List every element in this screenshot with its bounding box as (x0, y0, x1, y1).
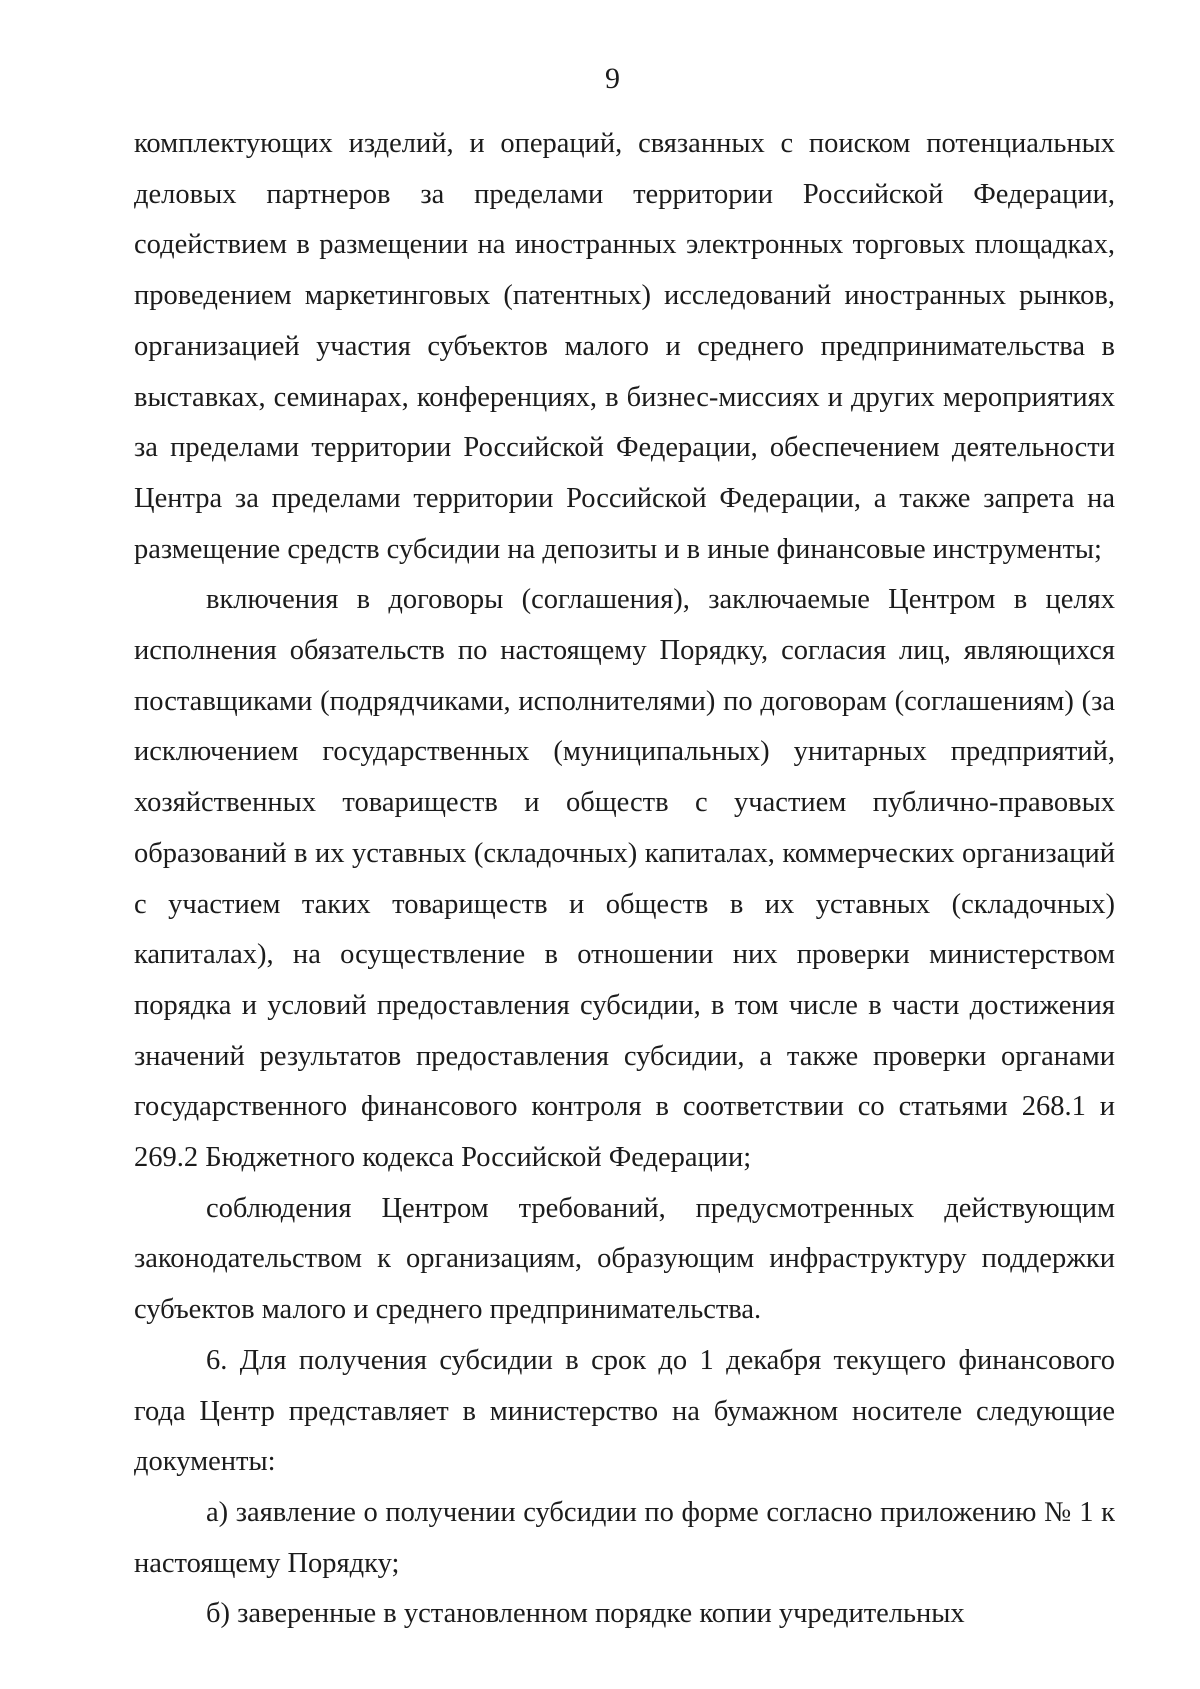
paragraph-clause-6b: б) заверенные в установленном порядке копии учредительных (206, 1598, 965, 1630)
document-body (134, 119, 1115, 1640)
paragraph-contracts-consent: включения в договоры (соглашения), заключаемые Центром в целях исполнения обязательств по настоящему Порядку, согласия лиц, являющихся поставщиками (подрядчиками, исполнителями) по договорам (соглашениям) (за исключением государственных (муниципальных) унитарных предприятий, хозяйственных товариществ и обществ с участием публично-правовых образований в их уставных (складочных) капиталах, коммерческих организаций с участием таких товариществ и обществ в их уставных (складочных) капиталах), на осуществление в отношении них проверки министерством порядка и условий предоставления субсидии, в том числе в части достижения значений результатов предоставления субсидии, а также проверки органами государственного финансового контроля в соответствии со статьями 268.1 и 269.2 Бюджетного кодекса Российской Федерации; (134, 584, 1115, 1174)
page-number: 9 (605, 62, 620, 95)
paragraph-clause-6: 6. Для получения субсидии в срок до 1 декабря текущего финансового года Центр представляет в министерство на бумажном носителе следующие документы: (134, 1344, 1115, 1478)
paragraph-clause-6a: а) заявление о получении субсидии по форме согласно приложению № 1 к настоящему Порядку; (134, 1496, 1115, 1579)
paragraph-requirements-compliance: соблюдения Центром требований, предусмотренных действующим законодательством к организациям, образующим инфраструктуру поддержки субъектов малого и среднего предпринимательства. (134, 1192, 1115, 1326)
paragraph-continuation: комплектующих изделий, и операций, связанных с поиском потенциальных деловых партнеров за пределами территории Российской Федерации, содействием в размещении на иностранных электронных торговых площадках, проведением маркетинговых (патентных) исследований иностранных рынков, организацией участия субъектов малого и среднего предпринимательства в выставках, семинарах, конференциях, в бизнес-миссиях и других мероприятиях за пределами территории Российской Федерации, обеспечением деятельности Центра за пределами территории Российской Федерации, а также запрета на размещение средств субсидии на депозиты и в иные финансовые инструменты; (134, 128, 1115, 565)
